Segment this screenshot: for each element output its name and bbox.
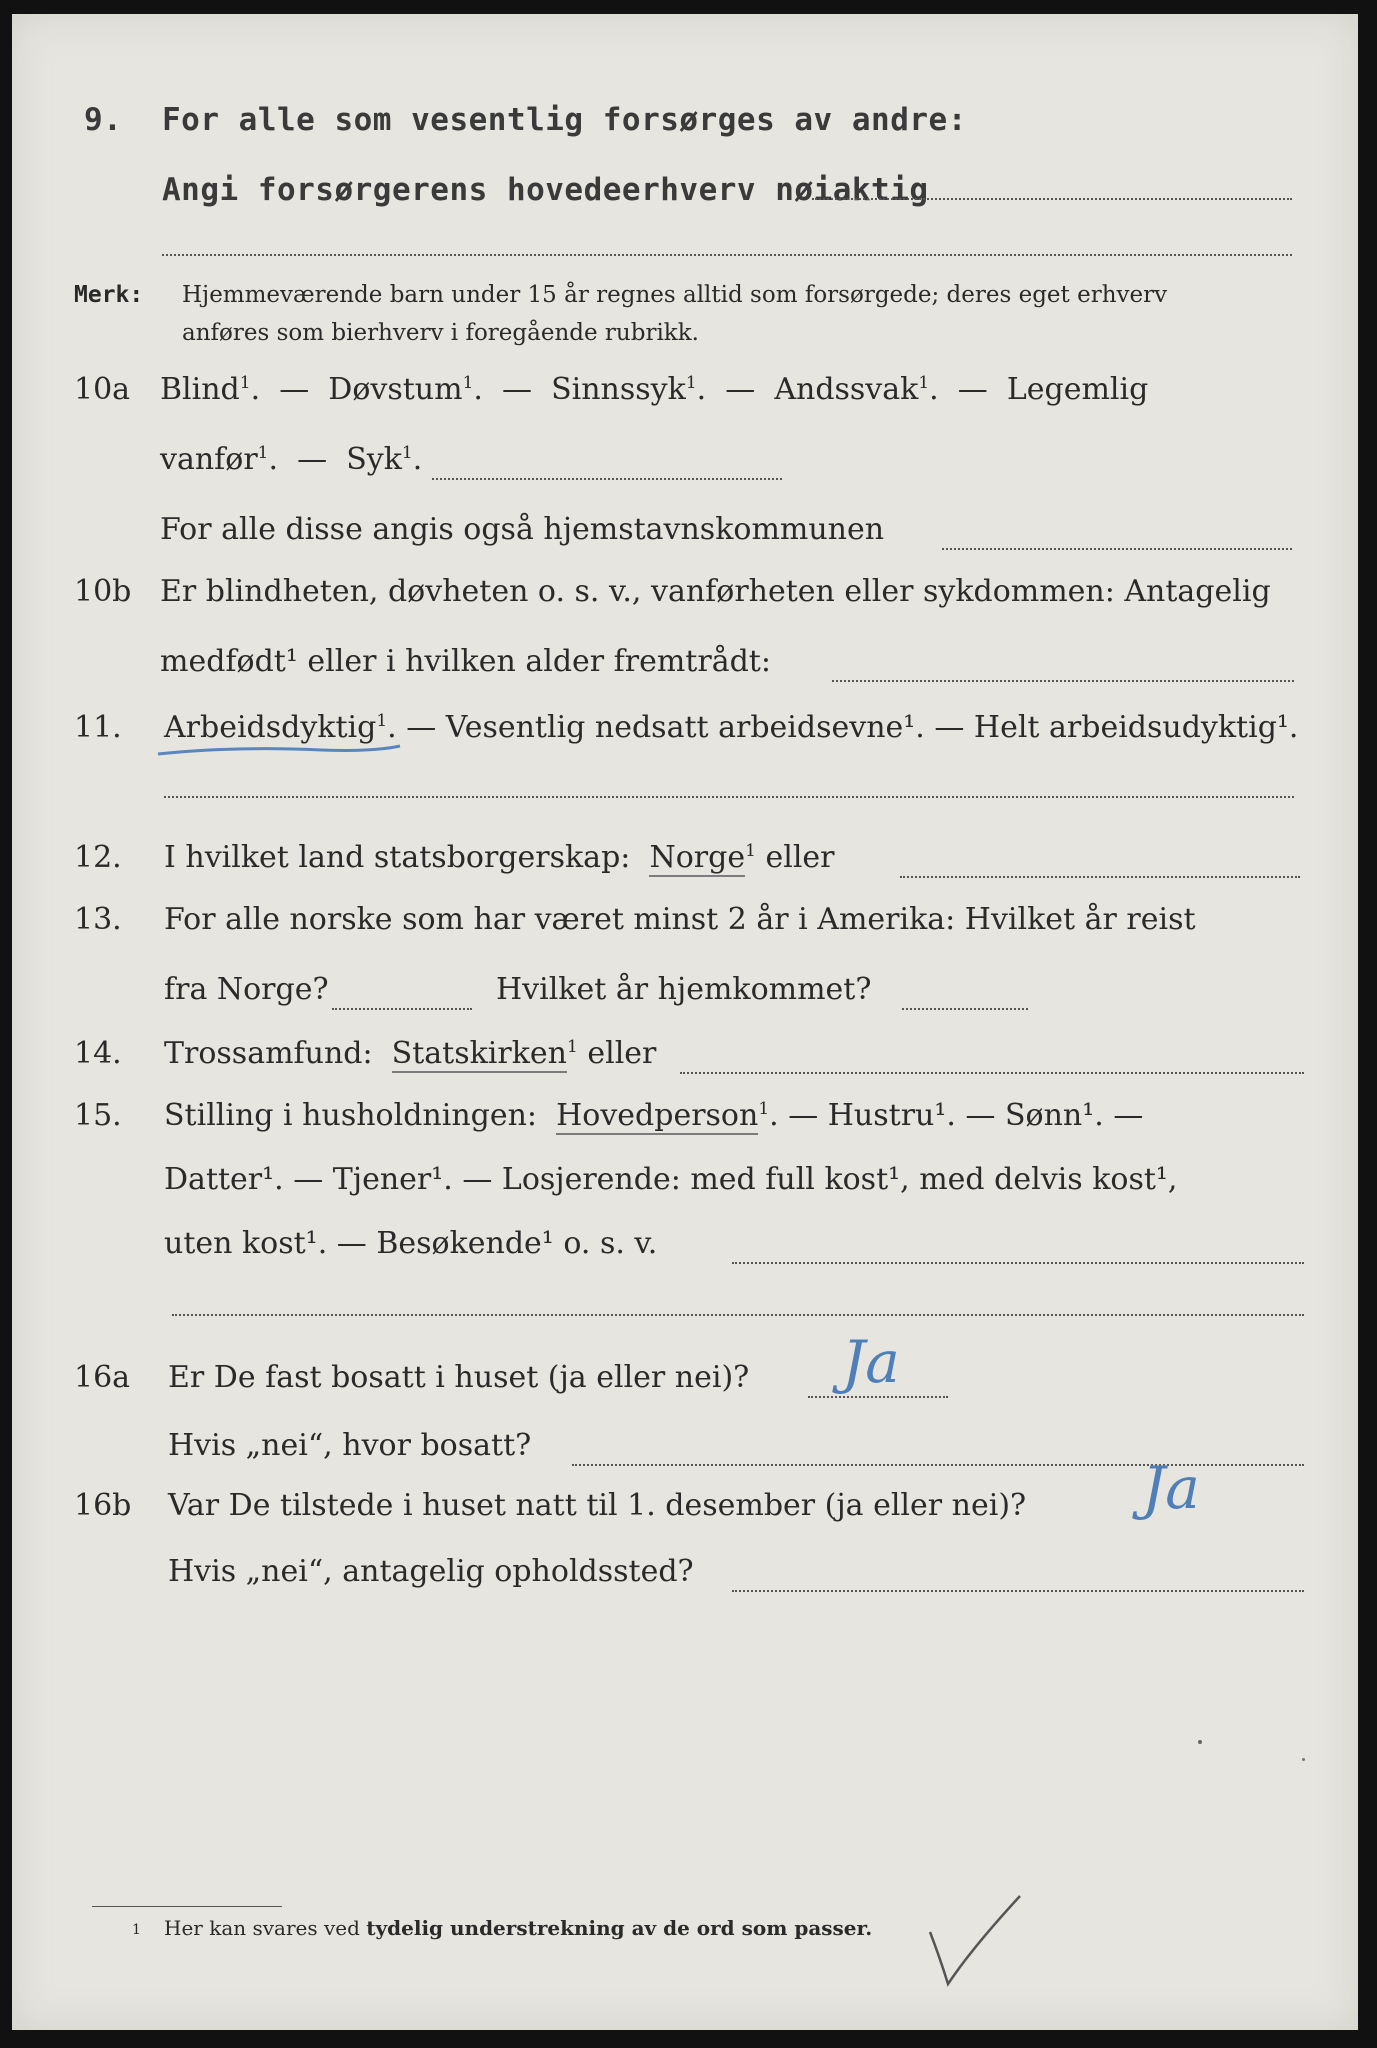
q12-line: 12. I hvilket land statsborgerskap: Norge$^1$ eller bbox=[12, 840, 1358, 900]
q10b-text-2: medfødt¹ eller i hvilken alder fremtrådt: bbox=[160, 644, 771, 679]
merk-text-1: Hjemmeværende barn under 15 år regnes alltid som forsørgede; deres eget erhverv bbox=[182, 282, 1168, 308]
q16b-opholdssted-line[interactable] bbox=[732, 1590, 1304, 1592]
q9-line2 bbox=[12, 172, 1358, 232]
option-arbeidsdyktig[interactable]: Arbeidsdyktig bbox=[164, 710, 377, 745]
q14-text: Trossamfund: bbox=[164, 1036, 373, 1071]
q10a-syk-line[interactable] bbox=[432, 478, 782, 480]
q11-line: 11. Arbeidsdyktig$^1$. — Vesentlig nedsatt arbeidsevne¹. — Helt arbeidsudyktig¹. bbox=[74, 710, 1299, 745]
option-blind[interactable]: Blind bbox=[160, 372, 240, 407]
q16b-number: 16b bbox=[74, 1488, 132, 1523]
q9-heading: For alle som vesentlig forsørges av andre: bbox=[162, 102, 967, 138]
merk-label: Merk: bbox=[74, 282, 144, 308]
q10a-line3 bbox=[12, 512, 1358, 572]
q16b-text-2: Hvis „nei“, antagelig opholdssted? bbox=[168, 1554, 694, 1589]
q16b-text-1: Var De tilstede i huset natt til 1. desember (ja eller nei)? bbox=[168, 1488, 1027, 1523]
option-legemlig[interactable]: Legemlig bbox=[1006, 372, 1149, 407]
q13-hjemkommet-line[interactable] bbox=[902, 1008, 1028, 1010]
option-vanfor[interactable]: vanfør bbox=[160, 442, 258, 477]
option-dovstum[interactable]: Døvstum bbox=[328, 372, 463, 407]
q13-line2 bbox=[12, 972, 1358, 1032]
q10b-text-1: Er blindheten, døvheten o. s. v., vanførheten eller sykdommen: Antagelig bbox=[160, 574, 1271, 609]
footnote bbox=[12, 1916, 1358, 1976]
q15-text-1b: — Hustru¹. — Sønn¹. — bbox=[788, 1098, 1144, 1133]
q15-number: 15. bbox=[74, 1098, 122, 1133]
merk-line2 bbox=[12, 320, 1358, 380]
q9-answer-line[interactable] bbox=[812, 198, 1292, 200]
q15-line1: 15. Stilling i husholdningen: Hovedperson$^1$. — Hustru¹. — Sønn¹. — bbox=[74, 1098, 1144, 1133]
q13-line1 bbox=[12, 902, 1358, 962]
option-statskirken[interactable]: Statskirken bbox=[391, 1036, 567, 1071]
q10b-line2 bbox=[12, 644, 1358, 704]
q16a-text-2: Hvis „nei“, hvor bosatt? bbox=[168, 1428, 532, 1463]
q15-text-1a: Stilling i husholdningen: bbox=[164, 1098, 538, 1133]
q10a-hjemstavn-text: For alle disse angis også hjemstavnskommunen bbox=[160, 512, 885, 547]
q15-answer-line-2[interactable] bbox=[172, 1314, 1304, 1316]
q12-text: I hvilket land statsborgerskap: bbox=[164, 840, 631, 875]
q16a-line1 bbox=[12, 1360, 1358, 1420]
footnote-rule bbox=[92, 1906, 282, 1907]
q16b-line2 bbox=[12, 1554, 1358, 1614]
q13-number: 13. bbox=[74, 902, 122, 937]
q14-number: 14. bbox=[74, 1036, 122, 1071]
option-norge[interactable]: Norge bbox=[649, 840, 746, 875]
q16a-handwritten-answer: Ja bbox=[842, 1328, 900, 1396]
q9-instruction: Angi forsørgerens hovedeerhverv nøiaktig bbox=[162, 172, 929, 208]
q12-number: 12. bbox=[74, 840, 122, 875]
q10b-answer-line[interactable] bbox=[832, 680, 1294, 682]
q10a-number: 10a bbox=[74, 372, 131, 407]
q11-answer-line[interactable] bbox=[164, 796, 1294, 798]
q13-text-2a: fra Norge? bbox=[164, 972, 329, 1007]
q15-text-2: Datter¹. — Tjener¹. — Losjerende: med full kost¹, med delvis kost¹, bbox=[164, 1162, 1178, 1197]
merk-text-2: anføres som bierhverv i foregående rubrikk. bbox=[182, 320, 699, 346]
q9-number: 9. bbox=[84, 102, 123, 138]
q13-text-1: For alle norske som har været minst 2 år i Amerika: Hvilket år reist bbox=[164, 902, 1196, 937]
q10b-number: 10b bbox=[74, 574, 132, 609]
census-form-page bbox=[12, 14, 1358, 2030]
q10a-line1 bbox=[12, 372, 1358, 432]
q9-line1 bbox=[12, 102, 1358, 162]
q16a-answer-line[interactable] bbox=[808, 1396, 948, 1398]
q16a-text-1: Er De fast bosatt i huset (ja eller nei)? bbox=[168, 1360, 750, 1395]
option-syk[interactable]: Syk bbox=[346, 442, 402, 477]
q10a-options: Blind$^1$. — Døvstum$^1$. — Sinnssyk$^1$. — Andssvak$^1$. — Legemlig bbox=[160, 372, 1149, 407]
q10b-line1 bbox=[12, 574, 1358, 634]
q12-answer-line[interactable] bbox=[900, 876, 1300, 878]
q14-eller: eller bbox=[587, 1036, 657, 1071]
q14-answer-line[interactable] bbox=[680, 1072, 1304, 1074]
arbeidsdyktig-ink-underline bbox=[152, 724, 412, 764]
q11-other-options: — Vesentlig nedsatt arbeidsevne¹. — Helt arbeidsudyktig¹. bbox=[406, 710, 1299, 745]
q10a-line2: vanfør$^1$. — Syk$^1$. bbox=[12, 442, 1358, 502]
footnote-text-a: Her kan svares ved bbox=[164, 1916, 360, 1940]
q10a-hjemstavn-line[interactable] bbox=[942, 548, 1292, 550]
q12-eller: eller bbox=[765, 840, 835, 875]
q11-number: 11. bbox=[74, 710, 122, 745]
q16a-number: 16a bbox=[74, 1360, 131, 1395]
option-sinnssyk[interactable]: Sinnssyk bbox=[551, 372, 686, 407]
q16b-handwritten-answer: Ja bbox=[1142, 1454, 1200, 1522]
q13-reist-line[interactable] bbox=[332, 1008, 472, 1010]
q9-answer-line-2[interactable] bbox=[162, 254, 1292, 256]
option-hovedperson[interactable]: Hovedperson bbox=[556, 1098, 759, 1133]
checkmark-icon bbox=[922, 1888, 1032, 1998]
stray-mark bbox=[1302, 1758, 1305, 1761]
q15-line3 bbox=[12, 1226, 1358, 1286]
footnote-text-b: tydelig understrekning av de ord som passer. bbox=[366, 1916, 873, 1940]
q15-line2 bbox=[12, 1162, 1358, 1222]
q14-line: 14. Trossamfund: Statskirken$^1$ eller bbox=[12, 1036, 1358, 1096]
q15-answer-line[interactable] bbox=[732, 1262, 1304, 1264]
option-andssvak[interactable]: Andssvak bbox=[774, 372, 919, 407]
footnote-mark: 1 bbox=[132, 1922, 141, 1938]
q13-text-2b: Hvilket år hjemkommet? bbox=[496, 972, 872, 1007]
q15-text-3: uten kost¹. — Besøkende¹ o. s. v. bbox=[164, 1226, 658, 1261]
stray-mark bbox=[1198, 1740, 1202, 1744]
